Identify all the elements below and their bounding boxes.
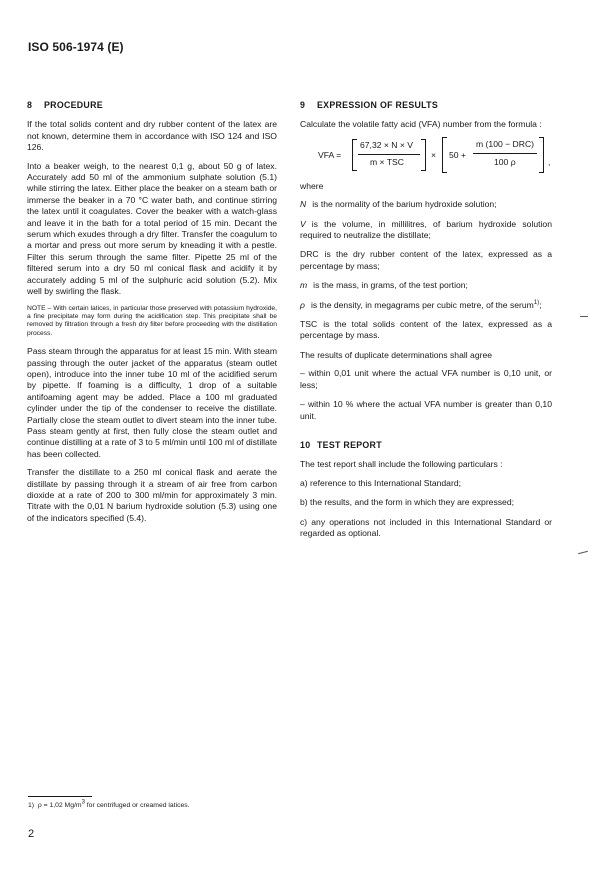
agreement-item: – within 0,01 unit where the actual VFA number is 0,10 unit, or less; [300,368,552,390]
formula-numerator-1: 67,32 × N × V [360,139,414,150]
footnote-text: ρ = 1,02 Mg/m [37,802,82,809]
formula-fifty: 50 + [449,149,466,160]
definition-end: ; [539,299,542,310]
definition-symbol: m [300,280,308,291]
definition-text: is the normality of the barium hydroxide solution; [312,199,497,210]
agreement-intro: The results of duplicate determinations shall agree [300,349,493,360]
definition-text: is the density, in megagrams per cubic metre, of the serum [310,299,534,310]
procedure-note: NOTE – With certain latices, in particular those preserved with potassium hydroxide, a fine precipitate may form during the acidification step. This precipitate shall be removed by filtration through a fresh dry filter before proceeding with the distillation process. [27,304,277,337]
definition-symbol: ρ [300,299,305,310]
definition-symbol: N [300,199,307,210]
section-9-heading: 9 EXPRESSION OF RESULTS [300,100,439,110]
definition-item [300,219,552,242]
bracket-right-1 [421,139,426,171]
bracket-left-2 [442,137,447,173]
agreement-list [300,368,552,422]
definition-item [300,300,552,311]
report-intro: The test report shall include the following particulars : [300,459,503,470]
definition-text: is the mass, in grams, of the test portion; [313,280,468,291]
document-header: ISO 506-1974 (E) [28,40,124,54]
definition-symbol: V [300,218,306,229]
footnote-mark: 1) [28,802,35,809]
definition-symbol: TSC [300,319,318,330]
definition-item [300,249,552,272]
formula-numerator-2: m (100 − DRC) [476,138,535,149]
bracket-right-2 [539,137,544,173]
procedure-paragraph-1: If the total solids content and dry rubber content of the latex are not known, determine them in accordance with ISO 124 and ISO 126. [27,119,277,153]
footnote: 1) ρ = 1,02 Mg/m3 for centrifuged or creamed latices. [28,799,190,809]
definition-text: is the volume, in millilitres, of barium hydroxide solution required to neutralize the distillate; [300,218,552,241]
formula-lhs: VFA = [318,149,342,160]
formula-times: × [431,149,437,160]
formula-denominator-2: 100 ρ [494,156,516,167]
definition-symbol: DRC [300,249,319,260]
definition-item [300,199,552,210]
agreement-item: – within 10 % where the actual VFA number is greater than 0,10 unit. [300,399,552,421]
definition-item [300,319,552,342]
page-number: 2 [28,828,35,840]
formula-intro: Calculate the volatile fatty acid (VFA) number from the formula : [300,119,542,130]
report-item: a) reference to this International Standard; [300,477,461,488]
report-list [300,478,552,540]
definition-text: is the dry rubber content of the latex, expressed as a percentage by mass; [300,249,552,271]
procedure-paragraph-2: Into a beaker weigh, to the nearest 0,1 g, about 50 g of latex. Accurately add 50 ml of the ammonium sulphate solution (5.1) while stirring the latex. Either place the beaker on a steam bath or immerse the beaker in a 70 °C water bath, and continue stirring the latex until it coagulates. Cover the beaker with a watch-glass and leave it in the bath for a total period of 15 min. Decant the serum which exudes through a dry filter. Transfer the coagulum to a mortar and press out more serum by kneading it with a pestle. Filter this serum through the same filter. Pipette 25 ml of the filtered serum into a dry 50 ml conical flask and acidify it by accurately adding 5 ml of the sulphuric acid solution (5.2). Mix well by swirling the flask. [27,160,277,297]
procedure-paragraph-4: Transfer the distillate to a 250 ml conical flask and aerate the distillate by passing through it a stream of air free from carbon dioxide at a rate of 200 to 300 ml/min for approximately 3 min. Titrate with the 0,01 N barium hydroxide solution (5.3) using one of the indicators specified (5.4). [27,467,277,523]
footnote-reference: 1) [533,299,540,306]
bracket-left-1 [352,139,357,171]
fraction-line-1 [358,154,420,155]
definitions-list [300,199,552,342]
definition-text: is the total solids content of the latex, expressed as a percentage by mass. [300,319,552,341]
left-column [27,100,277,531]
procedure-paragraph-3: Pass steam through the apparatus for at least 15 min. With steam passing through the outer jacket of the apparatus (steam outlet open), introduce into the inner tube 10 ml of the acidified serum by pipette. If foaming is a difficulty, 1 drop of a suitable antifoaming agent may be added. Place a 100 ml graduated cylinder under the tip of the condenser to receive the distillate. Partially close the steam outlet to divert steam into the inner tube. Pass steam gently at first, then fully close the steam outlet and continue distilling at a rate of 3 to 5 ml/min until 100 ml of distillate has been collected. [27,346,277,459]
fraction-line-2 [473,153,537,154]
section-8-heading: 8 PROCEDURE [27,100,103,110]
margin-mark [580,316,588,317]
formula-denominator-1: m × TSC [370,156,404,167]
right-column [300,100,552,547]
margin-mark [578,551,588,554]
section-10-heading: 10 TEST REPORT [300,439,382,450]
where-label: where [300,180,324,191]
report-item: b) the results, and the form in which they are expressed; [300,497,514,508]
vfa-formula [300,137,552,173]
report-item: c) any operations not included in this International Standard or regarded as optional. [300,516,552,538]
footnote-rule [28,796,92,797]
definition-item [300,280,552,291]
formula-comma: , [548,156,551,167]
